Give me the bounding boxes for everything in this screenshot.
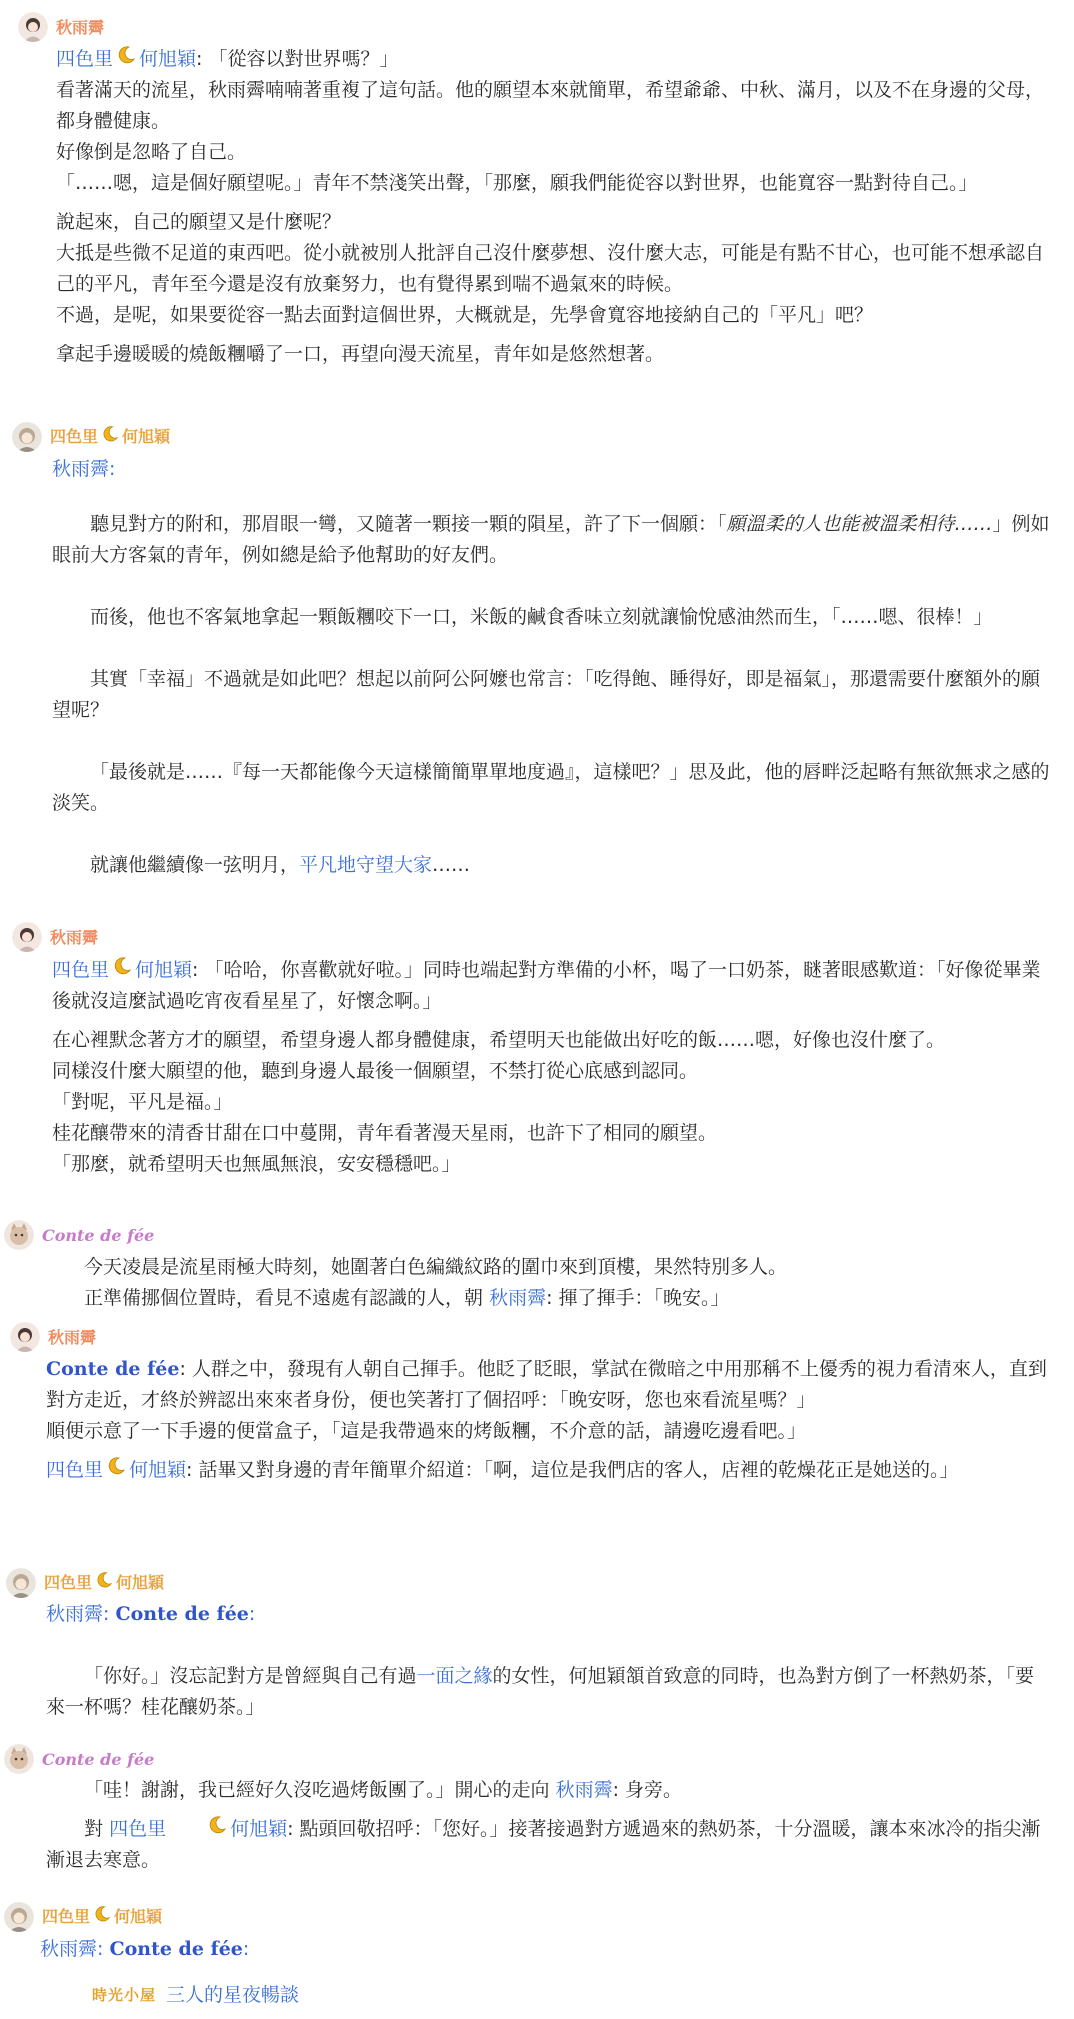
paragraph: 聽見對方的附和，那眉眼一彎，又隨著一顆接一顆的隕星，許了下一個願：「願溫柔的人也能被溫柔相待……」例如眼前大方客氣的青年，例如總是給予他幫助的好友們。 — [52, 513, 1050, 566]
shop-logo-icon: 時光小屋 — [92, 1986, 157, 2004]
author-name[interactable]: 四色里 何旭穎 — [50, 421, 170, 453]
post-body: 秋雨霽: 聽見對方的附和，那眉眼一彎，又隨著一顆接一顆的隕星，許了下一個願：「願溫柔的人也能被溫柔相待……」例如眼前大方客氣的青年，例如總是給予他幫助的好友們。 而後，他也不客氣地拿起一顆飯糰咬下一口，米飯的鹹食香味立刻就讓愉悅感油然而生，「……嗯、很棒！」 其實「幸福」不過就是如此吧？想起以前阿公阿嬤也常言：「吃得飽、睡得好，即是福氣」，那還需要什麼額外的願望呢？ 「最後就是……『每一天都能像今天這樣簡簡單單地度過』，這樣吧？」思及此，他的唇畔泛起略有無欲無求之感的淡笑。 就讓他繼續像一弦明月，平凡地守望大家…… — [52, 454, 1050, 881]
paragraph: 大抵是些微不足道的東西吧。從小就被別人批評自己沒什麼夢想、沒什麼大志，可能是有點不甘心，也可能不想承認自己的平凡，青年至今還是沒有放棄努力，也有覺得累到喘不過氣來的時候。 — [56, 242, 1045, 295]
paragraph: 「你好。」沒忘記對方是曾經與自己有過一面之緣的女性，何旭穎頷首致意的同時，也為對方倒了一杯熱奶茶，「要來一杯嗎？桂花釀奶茶。」 — [46, 1665, 1035, 1718]
paragraph: 「那麼，就希望明天也無風無浪，安安穩穩吧。」 — [52, 1153, 461, 1175]
paragraph: 順便示意了一下手邊的便當盒子，「這是我帶過來的烤飯糰，不介意的話，請邊吃邊看吧。」 — [46, 1420, 807, 1442]
girl-avatar-icon[interactable] — [12, 922, 42, 952]
paragraph: 「哇！謝謝，我已經好久沒吃過烤飯團了。」開心的走向 秋雨霽: 身旁。 — [84, 1779, 683, 1801]
post-header — [18, 12, 104, 42]
paragraph: 對 四色里 何旭穎: 點頭回敬招呼：「您好。」接著接過對方遞過來的熱奶茶，十分溫暖，讓本來冰冷的指尖漸漸退去寒意。 — [46, 1814, 1050, 1876]
mention-conte[interactable]: Conte de fée — [109, 1938, 243, 1960]
crescent-moon-icon — [169, 1814, 227, 1845]
crescent-moon-icon — [93, 1902, 111, 1933]
cat-avatar-icon[interactable] — [4, 1220, 34, 1250]
post-body — [46, 1775, 1050, 1876]
mention-conte[interactable]: Conte de fée — [115, 1603, 249, 1625]
paragraph: 桂花釀帶來的清香甘甜在口中蔓開，青年看著漫天星雨，也許下了相同的願望。 — [52, 1122, 718, 1144]
highlight-link[interactable]: 平凡地守望大家 — [299, 854, 433, 876]
author-name[interactable]: 四色里 何旭穎 — [42, 1901, 162, 1933]
paragraph: 正準備挪個位置時，看見不遠處有認識的人，朝 秋雨霽: 揮了揮手：「晚安。」 — [84, 1287, 730, 1309]
girl-avatar-icon[interactable] — [10, 1322, 40, 1352]
boy-avatar-icon[interactable] — [6, 1568, 36, 1598]
author-name[interactable]: Conte de fée — [42, 1749, 155, 1769]
crescent-moon-icon — [106, 1455, 126, 1486]
cat-avatar-icon[interactable] — [4, 1744, 34, 1774]
post-body: 秋雨霽: Conte de fée: 「你好。」沒忘記對方是曾經與自己有過一面之緣的女性，何旭穎頷首致意的同時，也為對方倒了一杯熱奶茶，「要來一杯嗎？桂花釀奶茶。」 — [46, 1599, 1050, 1723]
paragraph: Conte de fée: 人群之中，發現有人朝自己揮手。他眨了眨眼，掌試在微暗之中用那稱不上優秀的視力看清來人，直到對方走近，才終於辨認出來來者身份，便也笑著打了個招呼：「晚安呀，您也來看流星嗎？」 — [46, 1358, 1047, 1411]
paragraph: 不過，是呢，如果要從容一點去面對這個世界，大概就是，先學會寬容地接納自己的「平凡」吧？ — [56, 304, 874, 326]
paragraph: 「最後就是……『每一天都能像今天這樣簡簡單單地度過』，這樣吧？」思及此，他的唇畔泛起略有無欲無求之感的淡笑。 — [52, 761, 1050, 814]
paragraph: 拿起手邊暖暖的燒飯糰嚼了一口，再望向漫天流星，青年如是悠然想著。 — [56, 343, 665, 365]
crescent-moon-icon — [95, 1568, 113, 1599]
paragraph: 「對呢，平凡是福。」 — [52, 1091, 233, 1113]
highlight-link[interactable]: 一面之緣 — [416, 1665, 493, 1687]
post-body — [46, 1354, 1050, 1486]
mention-hx[interactable]: 四色里 何旭穎 — [46, 1459, 186, 1481]
girl-avatar-icon[interactable] — [18, 12, 48, 42]
paragraph: 看著滿天的流星，秋雨霽喃喃著重複了這句話。他的願望本來就簡單，希望爺爺、中秋、滿月，以及不在身邊的父母，都身體健康。 — [56, 79, 1045, 132]
paragraph: 今天凌晨是流星雨極大時刻，她圍著白色編織紋路的圍巾來到頂樓，果然特別多人。 — [84, 1256, 788, 1278]
mention-hx[interactable]: 四色里 何旭穎 — [52, 959, 192, 981]
post-body: 四色里 何旭穎: 「從容以對世界嗎？」 看著滿天的流星，秋雨霽喃喃著重複了這句話。他的願望本來就簡單，希望爺爺、中秋、滿月，以及不在身邊的父母，都身體健康。 好像倒是忽略了自己。 「……嗯，這是個好願望呢。」青年不禁淺笑出聲，「那麼，願我們能從容以對世界，也能寬容一點對待自己。」 說起來，自己的願望又是什麼呢？ 大抵是些微不足道的東西吧。從小就被別人批評自己沒什麼夢想、沒什麼大志，可能是有點不甘心，也可能不想承認自己的平凡，青年至今還是沒有放棄努力，也有覺得累到喘不過氣來的時候。 不過，是呢，如果要從容一點去面對這個世界，大概就是，先學會寬容地接納自己的「平凡」吧？ 拿起手邊暖暖的燒飯糰嚼了一口，再望向漫天流星，青年如是悠然想著。 — [56, 44, 1050, 370]
author-name[interactable]: 四色里 何旭穎 — [44, 1567, 164, 1599]
paragraph: 說起來，自己的願望又是什麼呢？ — [56, 211, 342, 233]
paragraph: 「……嗯，這是個好願望呢。」青年不禁淺笑出聲，「那麼，願我們能從容以對世界，也能寬容一點對待自己。」 — [56, 172, 978, 194]
mention-qyx[interactable]: 秋雨霽 — [555, 1779, 613, 1801]
author-name[interactable]: 秋雨霽 — [50, 927, 99, 947]
mention-hx[interactable]: 四色里 何旭穎 — [109, 1818, 287, 1840]
post-body — [46, 1252, 1050, 1314]
paragraph: 而後，他也不客氣地拿起一顆飯糰咬下一口，米飯的鹹食香味立刻就讓愉悅感油然而生，「……嗯、很棒！」 — [90, 606, 993, 628]
mention-hx[interactable]: 四色里 何旭穎 — [56, 48, 196, 70]
paragraph: 同樣沒什麼大願望的他，聽到身邊人最後一個願望，不禁打從心底感到認同。 — [52, 1060, 699, 1082]
mention-qyx[interactable]: 秋雨霽 — [489, 1287, 547, 1309]
crescent-moon-icon — [112, 955, 132, 986]
mention-qyx[interactable]: 秋雨霽 — [52, 458, 110, 480]
paragraph: 四色里 何旭穎: 「哈哈，你喜歡就好啦。」同時也端起對方準備的小杯，喝了一口奶茶，瞇著眼感歎道：「好像從畢業後就沒這麼試過吃宵夜看星星了，好懷念啊。」 — [52, 955, 1050, 1017]
post-body: 秋雨霽: Conte de fée: 時光小屋 三人的星夜暢談 — [40, 1934, 1050, 2011]
post-header — [4, 1220, 154, 1250]
topic-link[interactable]: 三人的星夜暢談 — [166, 1984, 300, 2006]
paragraph: 其實「幸福」不過就是如此吧？想起以前阿公阿嬤也常言：「吃得飽、睡得好，即是福氣」，那還需要什麼額外的願望呢？ — [52, 668, 1041, 721]
post-header — [12, 922, 98, 952]
post-header — [10, 1322, 96, 1352]
paragraph: 就讓他繼續像一弦明月，平凡地守望大家…… — [90, 854, 471, 876]
post-body — [52, 955, 1050, 1180]
mention-qyx[interactable]: 秋雨霽 — [40, 1938, 98, 1960]
boy-avatar-icon[interactable] — [4, 1902, 34, 1932]
post-header — [4, 1902, 162, 1932]
boy-avatar-icon[interactable] — [12, 422, 42, 452]
mention-conte[interactable]: Conte de fée — [46, 1358, 180, 1380]
paragraph: 在心裡默念著方才的願望，希望身邊人都身體健康，希望明天也能做出好吃的飯……嗯，好像也沒什麼了。 — [52, 1029, 946, 1051]
paragraph: 四色里 何旭穎: 話畢又對身邊的青年簡單介紹道：「啊，這位是我們店的客人，店裡的乾燥花正是她送的。」 — [46, 1455, 1050, 1486]
mention-qyx[interactable]: 秋雨霽 — [46, 1603, 104, 1625]
author-name[interactable]: 秋雨霽 — [48, 1327, 97, 1347]
author-name[interactable]: 秋雨霽 — [56, 17, 105, 37]
topic-badge[interactable] — [40, 1979, 1050, 2011]
author-name[interactable]: Conte de fée — [42, 1225, 155, 1245]
crescent-moon-icon — [101, 422, 119, 453]
paragraph: 好像倒是忽略了自己。 — [56, 141, 247, 163]
post-header — [4, 1744, 154, 1774]
post-header — [12, 422, 170, 452]
post-header — [6, 1568, 164, 1598]
crescent-moon-icon — [116, 44, 136, 75]
